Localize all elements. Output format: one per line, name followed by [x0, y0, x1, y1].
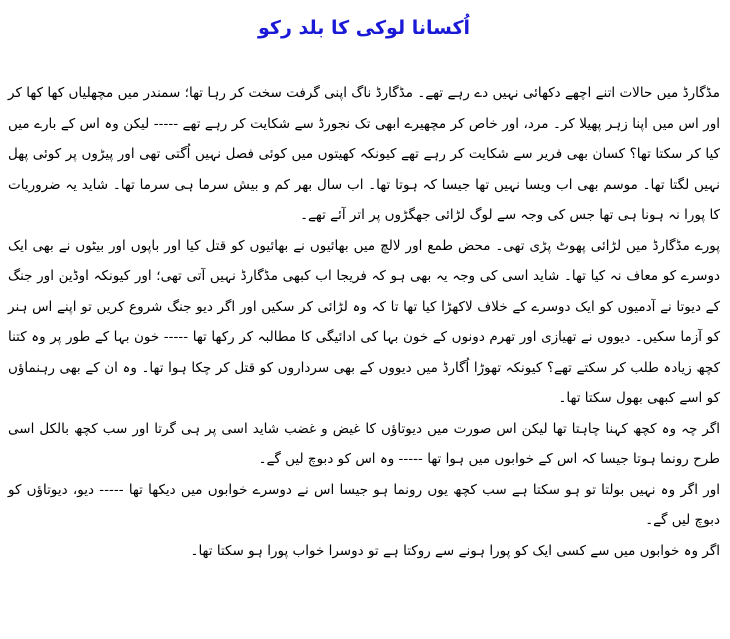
paragraph-3: اگر چہ وہ کچھ کہنا چاہتا تھا لیکن اس صورت میں دیوتاؤں کا غیض و غضب شاید اسی پر ہی گرتا اور سب کچھ بالکل اسی طرح رونما ہوتا جیسا کہ اس کے خوابوں میں ہوا تھا ----- وہ اس کو دبوچ لیں گے۔: [8, 420, 720, 467]
paragraph-1: مڈگارڈ میں حالات اتنے اچھے دکھائی نہیں دے رہے تھے۔ مڈگارڈ ناگ اپنی گرفت سخت کر رہا تھا؛ سمندر میں مچھلیاں کھا کھا کر اور اس میں اپنا زہر پھیلا کر۔ مرد، اور خاص کر مچھیرے ابھی تک نجورڈ سے شکایت کر رہے تھے ----- لیکن وہ اس کے بارے میں کیا کر سکتا تھا؟ کسان بھی فریر سے شکایت کر رہے تھے کیونکہ کھیتوں میں کوئی فصل نہیں اُگتی تھی اور پیڑوں پر کوئی پھل نہیں لگتا تھا۔ موسم بھی اب ویسا نہیں تھا جیسا کہ ہوتا تھا۔ اب سال بھر کم و بیش سرما ہی سرما تھا۔ شاید یہ ضروریات کا پورا نہ ہونا ہی تھا جس کی وجہ سے لوگ لڑائی جھگڑوں پر اتر آئے تھے۔: [8, 85, 720, 223]
paragraph-2: پورے مڈگارڈ میں لڑائی پھوٹ پڑی تھی۔ محض طمع اور لالچ میں بھائیوں نے بھائیوں کو قتل کیا اور باپوں اور بیٹوں نے بھی ایک دوسرے کو معاف نہ کیا تھا۔ شاید اسی کی وجہ یہ بھی ہو کہ فریجا اب کبھی مڈگارڈ نہیں آتی تھی؛ اور کیونکہ اوڈین اور جنگ کے دیوتا نے آدمیوں کو ایک دوسرے کے خلاف لاکھڑا کیا تھا تا کہ وہ لڑائی کر سکیں اور اگر دیو جنگ شروع کریں تو اپنے اس ہنر کو آزما سکیں۔ دیووں نے تھیازی اور تھرم دونوں کے خون بہا کی ادائیگی کا مطالبہ کر رکھا تھا ----- خون بہا کے طور پر وہ کتنا کچھ زیادہ طلب کر سکتے تھے؟ کیونکہ تھوڑا اُگارڈ میں دیووں کے بھی سرداروں کو قتل کر چکا ہوا تھا۔ وہ ان کے بھی رہنماؤں کو اسے کبھی بھول سکتا تھا۔: [8, 237, 720, 406]
paragraph-5: اگر وہ خوابوں میں سے کسی ایک کو پورا ہونے سے روکتا ہے تو دوسرا خواب پورا ہو سکتا تھا۔: [190, 542, 720, 559]
paragraph-4: اور اگر وہ نہیں بولتا تو ہو سکتا ہے سب کچھ یوں رونما ہو جیسا اس نے دوسرے خوابوں میں دیکھا تھا ----- دیو، دیوتاؤں کو دبوچ لیں گے۔: [8, 481, 720, 528]
document-title: اُکسانا لوکی کا بلد رکو: [257, 17, 471, 39]
